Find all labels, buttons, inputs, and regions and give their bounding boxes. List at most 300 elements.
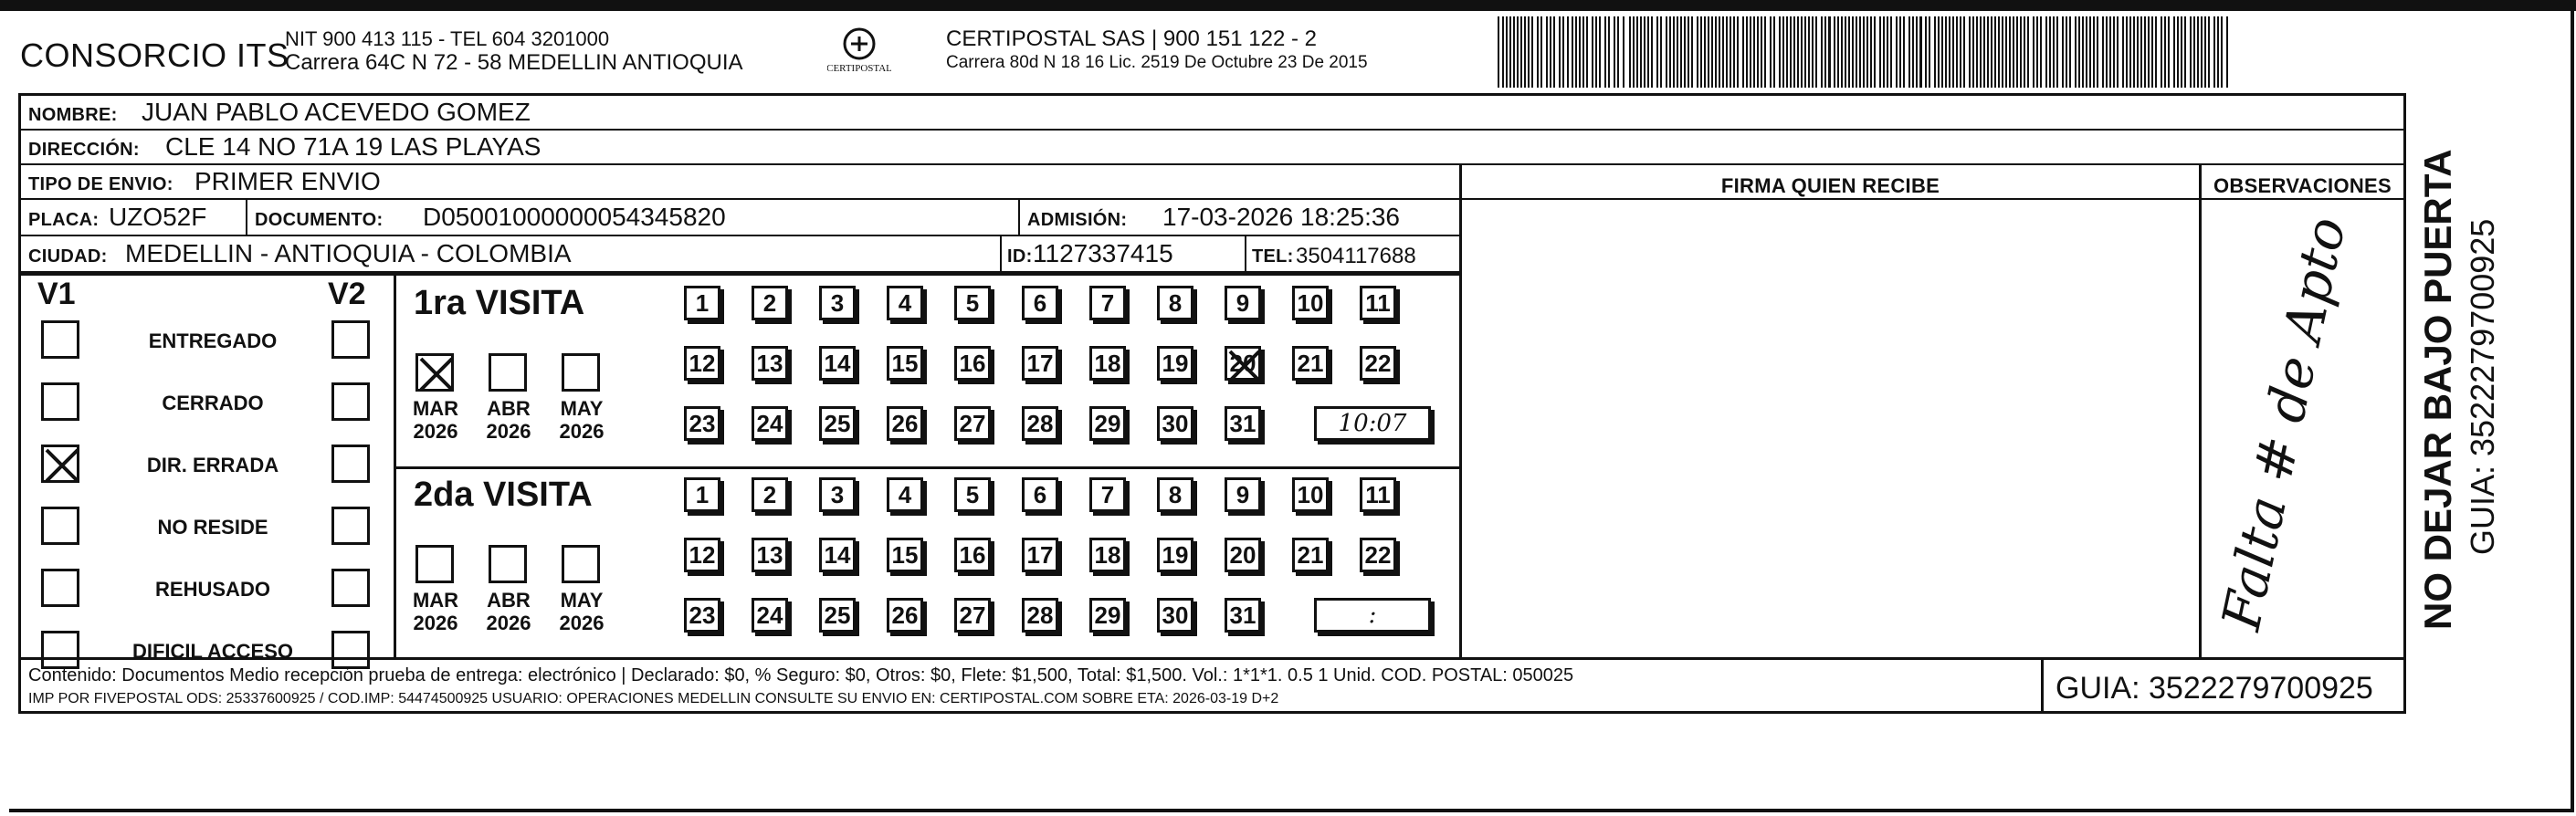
footer-guia: GUIA: 3522279700925 — [2056, 671, 2373, 706]
day-number: 2 — [762, 480, 777, 508]
barcode-bar — [1644, 16, 1645, 88]
direccion-value: CLE 14 NO 71A 19 LAS PLAYAS — [165, 132, 541, 161]
barcode-bar — [1586, 16, 1588, 88]
day-number: 25 — [824, 409, 851, 437]
barcode-bar — [1733, 16, 1735, 88]
day-cell[interactable] — [1089, 286, 1126, 320]
barcode-bar — [1761, 16, 1762, 88]
id-label: ID: — [1007, 246, 1033, 267]
barcode-bar — [1704, 16, 1706, 88]
barcode-bar — [1804, 16, 1806, 88]
barcode-bar — [1972, 16, 1974, 88]
barcode-bar — [1517, 16, 1519, 88]
barcode-bar — [2005, 16, 2007, 88]
day-number: 27 — [959, 409, 986, 437]
logo-text: CERTIPOSTAL — [827, 63, 891, 74]
admision-value: 17-03-2026 18:25:36 — [1162, 203, 1400, 231]
v1-checkbox-1[interactable] — [41, 320, 79, 359]
delivery-form — [18, 93, 2406, 714]
day-number: 4 — [898, 480, 912, 508]
day-cell[interactable] — [819, 346, 856, 381]
day-number: 27 — [959, 601, 986, 629]
tipo-value: PRIMER ENVIO — [195, 167, 381, 195]
barcode-bar — [1640, 16, 1642, 88]
barcode-bar — [1903, 16, 1905, 88]
day-cell[interactable] — [1360, 346, 1396, 381]
barcode-bar — [2036, 16, 2038, 88]
barcode-bar — [1750, 16, 1751, 88]
barcode-bar — [1912, 16, 1914, 88]
day-number: 19 — [1162, 540, 1189, 569]
barcode-bar — [1786, 16, 1788, 88]
barcode-bar — [2066, 16, 2067, 88]
day-number: 8 — [1168, 480, 1183, 508]
tel-label: TEL: — [1252, 246, 1294, 267]
day-cell[interactable] — [752, 286, 788, 320]
v2-label: V2 — [328, 277, 366, 311]
day-cell[interactable] — [1022, 286, 1058, 320]
barcode-bar — [2016, 16, 2018, 88]
day-number: 30 — [1162, 409, 1189, 437]
barcode-bar — [1976, 16, 1978, 88]
day-cell[interactable] — [1225, 406, 1261, 441]
documento-label: DOCUMENTO: — [255, 210, 384, 230]
v1-label: V1 — [37, 277, 76, 311]
day-cell[interactable] — [1157, 477, 1193, 512]
tipo-label: TIPO DE ENVIO: — [28, 174, 173, 194]
month-label: MAY 2026 — [559, 397, 605, 443]
barcode-bar — [1540, 16, 1542, 88]
day-number: 30 — [1162, 601, 1189, 629]
barcode-bar — [1945, 16, 1947, 88]
barcode-bar — [2161, 16, 2162, 88]
day-cell[interactable] — [1089, 406, 1126, 441]
barcode-bar — [1575, 16, 1577, 88]
day-cell[interactable] — [887, 477, 923, 512]
barcode-bar — [2204, 16, 2206, 88]
barcode-bar — [1524, 16, 1526, 88]
day-cell[interactable] — [684, 477, 720, 512]
barcode-bar — [1617, 16, 1619, 88]
barcode-bar — [1711, 16, 1713, 88]
firma-label: FIRMA QUIEN RECIBE — [1720, 174, 1940, 197]
day-number: 17 — [1026, 540, 1054, 569]
barcode-bar — [2177, 16, 2179, 88]
day-cell[interactable] — [954, 598, 991, 633]
day-cell[interactable] — [954, 286, 991, 320]
barcode-bar — [1983, 16, 1985, 88]
observaciones-note: Falta # de Apto — [2209, 212, 2359, 636]
day-cell[interactable] — [1292, 538, 1329, 572]
v1-checkbox-4[interactable] — [41, 507, 79, 545]
month-checkbox[interactable] — [415, 545, 454, 583]
barcode-bar — [1960, 16, 1961, 88]
day-cell[interactable] — [819, 538, 856, 572]
barcode-bar — [1969, 16, 1971, 88]
time-field[interactable]: : — [1314, 598, 1431, 633]
day-cell[interactable] — [1360, 477, 1396, 512]
row-nombre — [21, 96, 2403, 131]
barcode-bar — [1737, 16, 1739, 88]
v2-checkbox-1[interactable] — [331, 320, 370, 359]
day-cell[interactable] — [1225, 538, 1261, 572]
day-number: 29 — [1094, 409, 1121, 437]
day-cell[interactable] — [684, 286, 720, 320]
day-cell[interactable] — [1225, 346, 1261, 381]
barcode-bar — [2013, 16, 2014, 88]
day-cell[interactable] — [1225, 477, 1261, 512]
month-checkbox[interactable] — [415, 353, 454, 392]
ciudad-value: MEDELLIN - ANTIOQUIA - COLOMBIA — [125, 239, 572, 267]
barcode-bar — [1980, 16, 1982, 88]
day-cell[interactable] — [752, 406, 788, 441]
day-number: 13 — [756, 540, 783, 569]
barcode-bar — [1531, 16, 1533, 88]
row-ciudad — [21, 236, 1459, 273]
barcode-bar — [2164, 16, 2166, 88]
barcode-bar — [1998, 16, 2000, 88]
day-cell[interactable] — [887, 406, 923, 441]
barcode-bar — [1688, 16, 1689, 88]
barcode-bar — [1567, 16, 1569, 88]
day-cell[interactable] — [684, 538, 720, 572]
day-cell[interactable] — [1292, 286, 1329, 320]
barcode-bar — [1708, 16, 1709, 88]
time-field[interactable]: 10:07 — [1314, 406, 1431, 441]
day-cell[interactable] — [1089, 598, 1126, 633]
barcode-bar — [1797, 16, 1799, 88]
day-number: 24 — [756, 601, 783, 629]
barcode-bar — [1629, 16, 1631, 88]
month-checkbox[interactable] — [562, 353, 600, 392]
day-number: 22 — [1364, 349, 1392, 377]
barcode-bar — [2002, 16, 2003, 88]
barcode-bar — [1614, 16, 1615, 88]
barcode-bar — [2102, 16, 2104, 88]
visit1-title: 1ra VISITA — [414, 284, 585, 322]
day-cell[interactable] — [1089, 538, 1126, 572]
status-label: NO RESIDE — [157, 516, 268, 539]
top-border — [0, 0, 2576, 11]
barcode-bar — [1697, 16, 1698, 88]
day-cell[interactable] — [954, 406, 991, 441]
barcode-bar — [1879, 16, 1881, 88]
barcode-bar — [1608, 16, 1610, 88]
barcode-bar — [1929, 16, 1930, 88]
barcode-bar — [1726, 16, 1728, 88]
v1-checkbox-5[interactable] — [41, 569, 79, 607]
barcode-bar — [2040, 16, 2042, 88]
day-number: 11 — [1365, 480, 1391, 508]
day-number: 5 — [965, 480, 980, 508]
day-cell[interactable] — [954, 477, 991, 512]
admision-label: ADMISIÓN: — [1027, 210, 1128, 230]
barcode-bar — [1715, 16, 1717, 88]
day-cell[interactable] — [1089, 346, 1126, 381]
barcode-bar — [1506, 16, 1508, 88]
month-checkbox[interactable] — [489, 353, 527, 392]
month-label: ABR 2026 — [486, 589, 531, 634]
status-label: CERRADO — [162, 392, 264, 414]
barcode-bar — [1673, 16, 1675, 88]
v2-checkbox-3[interactable] — [331, 445, 370, 483]
day-cell[interactable] — [1157, 538, 1193, 572]
side-warning — [2416, 149, 2460, 630]
day-number: 28 — [1026, 409, 1054, 437]
barcode-bar — [2113, 16, 2115, 88]
day-number: 5 — [965, 288, 980, 317]
certipostal-logo — [827, 24, 891, 88]
barcode-bar — [1498, 16, 1499, 88]
barcode-bar — [2155, 16, 2157, 88]
barcode-bar — [1887, 16, 1888, 88]
v1-checkbox-2[interactable] — [41, 382, 79, 421]
nombre-label: NOMBRE: — [28, 105, 118, 125]
barcode-bar — [1651, 16, 1653, 88]
barcode-bar — [1987, 16, 1989, 88]
v1-checkbox-3[interactable] — [41, 445, 79, 483]
day-cell[interactable] — [1157, 346, 1193, 381]
barcode-bar — [1656, 16, 1658, 88]
barcode-bar — [1572, 16, 1573, 88]
day-cell[interactable] — [1360, 538, 1396, 572]
day-number: 9 — [1235, 288, 1250, 317]
barcode-bar — [2151, 16, 2153, 88]
barcode-bar — [1956, 16, 1958, 88]
company-line1: NIT 900 413 115 - TEL 604 3201000 — [285, 27, 610, 50]
day-cell[interactable] — [684, 406, 720, 441]
day-cell[interactable] — [1292, 346, 1329, 381]
barcode-bar — [1680, 16, 1682, 88]
barcode-bar — [2221, 16, 2223, 88]
barcode-bar — [1859, 16, 1861, 88]
row-direccion — [21, 131, 2403, 165]
day-cell[interactable] — [752, 598, 788, 633]
month-label: MAY 2026 — [559, 589, 605, 634]
barcode-bar — [1856, 16, 1857, 88]
day-number: 9 — [1235, 480, 1250, 508]
status-label: ENTREGADO — [148, 330, 278, 352]
day-cell[interactable] — [819, 598, 856, 633]
day-number: 26 — [891, 601, 919, 629]
barcode-bar — [1753, 16, 1755, 88]
barcode-bar — [2173, 16, 2175, 88]
footer-line1: Contenido: Documentos Medio recepción prueba de entrega: electrónico | Declarado: $0, % Seguro: $0, Otros: $0, Flete: $1,500, Total: $1,500. Vol.: 1*1*1. 0.5 1 Unid. COD. POSTAL: 050025 — [28, 665, 1574, 685]
day-number: 1 — [695, 480, 710, 508]
barcode-bar — [1779, 16, 1781, 88]
barcode-bar — [2148, 16, 2150, 88]
barcode-bar — [1770, 16, 1772, 88]
day-cell[interactable] — [1022, 477, 1058, 512]
barcode-bar — [1546, 16, 1548, 88]
side-line1: NO DEJAR BAJO PUERTA — [2416, 149, 2459, 630]
barcode-bar — [2078, 16, 2080, 88]
visit2-title: 2da VISITA — [414, 476, 593, 514]
barcode-bar — [2201, 16, 2203, 88]
barcode-bar — [1582, 16, 1584, 88]
right-border — [2571, 0, 2574, 812]
day-number: 28 — [1026, 601, 1054, 629]
day-number: 23 — [689, 409, 716, 437]
tel-value: 3504117688 — [1296, 244, 1416, 268]
barcode-bar — [1633, 16, 1635, 88]
day-cell[interactable] — [1089, 477, 1126, 512]
barcode-bar — [1520, 16, 1522, 88]
day-cell[interactable] — [887, 538, 923, 572]
v2-checkbox-2[interactable] — [331, 382, 370, 421]
barcode-bar — [2109, 16, 2111, 88]
day-cell[interactable] — [752, 346, 788, 381]
barcode-bar — [2097, 16, 2098, 88]
barcode-bar — [1647, 16, 1649, 88]
barcode-bar — [1722, 16, 1724, 88]
barcode-bar — [1730, 16, 1731, 88]
company-info — [285, 27, 743, 75]
day-cell[interactable] — [819, 477, 856, 512]
day-number: 17 — [1026, 349, 1054, 377]
barcode-bar — [2129, 16, 2131, 88]
day-number: 24 — [756, 409, 783, 437]
status-label: REHUSADO — [155, 578, 270, 601]
day-cell[interactable] — [1022, 406, 1058, 441]
day-cell[interactable] — [684, 346, 720, 381]
barcode-bar — [2049, 16, 2051, 88]
day-cell[interactable] — [1225, 286, 1261, 320]
documento-value: D05001000000054345820 — [423, 203, 726, 231]
barcode-bar — [1513, 16, 1515, 88]
barcode-bar — [1896, 16, 1898, 88]
v1-checkbox-6[interactable] — [41, 631, 79, 669]
v2-checkbox-6[interactable] — [331, 631, 370, 669]
barcode-bar — [1870, 16, 1872, 88]
day-number: 7 — [1100, 480, 1115, 508]
barcode-bar — [2126, 16, 2128, 88]
day-cell[interactable] — [1022, 598, 1058, 633]
barcode-bar — [1719, 16, 1720, 88]
barcode-bar — [1852, 16, 1854, 88]
day-number: 12 — [689, 349, 716, 377]
side-guia — [2464, 219, 2502, 555]
day-number: 20 — [1229, 349, 1256, 377]
barcode-bar — [1874, 16, 1876, 88]
courier-line1: CERTIPOSTAL SAS | 900 151 122 - 2 — [946, 26, 1317, 51]
observaciones-handwriting — [2202, 201, 2403, 657]
day-cell[interactable] — [954, 346, 991, 381]
day-cell[interactable] — [752, 538, 788, 572]
barcode-bar — [2137, 16, 2139, 88]
barcode-bar — [1952, 16, 1954, 88]
day-cell[interactable] — [1292, 477, 1329, 512]
barcode-bar — [2184, 16, 2186, 88]
day-cell[interactable] — [1157, 286, 1193, 320]
row-placa — [21, 200, 1459, 236]
day-number: 15 — [891, 540, 919, 569]
day-number: 22 — [1364, 540, 1392, 569]
day-cell[interactable] — [1157, 406, 1193, 441]
day-cell[interactable] — [819, 406, 856, 441]
status-label: DIR. ERRADA — [146, 454, 279, 476]
day-cell[interactable] — [1022, 346, 1058, 381]
barcode-bar — [2208, 16, 2210, 88]
day-number: 29 — [1094, 601, 1121, 629]
barcode-bar — [2082, 16, 2084, 88]
row-tipo — [21, 165, 1459, 200]
day-cell[interactable] — [1360, 286, 1396, 320]
barcode-bar — [1899, 16, 1901, 88]
barcode-bar — [2027, 16, 2029, 88]
barcode-bar — [1808, 16, 1810, 88]
day-number: 3 — [830, 480, 845, 508]
barcode-bar — [2226, 16, 2228, 88]
barcode-bar — [1834, 16, 1835, 88]
month-checkbox[interactable] — [489, 545, 527, 583]
barcode-bar — [1677, 16, 1678, 88]
day-number: 16 — [959, 540, 986, 569]
barcode-bar — [2133, 16, 2135, 88]
day-number: 7 — [1100, 288, 1115, 317]
day-number: 20 — [1229, 540, 1256, 569]
barcode-bar — [1919, 16, 1922, 88]
day-cell[interactable] — [887, 598, 923, 633]
day-number: 8 — [1168, 288, 1183, 317]
barcode-bar — [2056, 16, 2058, 88]
day-cell[interactable] — [752, 477, 788, 512]
barcode-bar — [2086, 16, 2087, 88]
company-name: CONSORCIO ITS — [20, 37, 289, 74]
v2-checkbox-5[interactable] — [331, 569, 370, 607]
v2-checkbox-4[interactable] — [331, 507, 370, 545]
day-cell[interactable] — [954, 538, 991, 572]
day-number: 11 — [1365, 288, 1391, 317]
barcode-bar — [1764, 16, 1766, 88]
day-cell[interactable] — [887, 286, 923, 320]
day-number: 2 — [762, 288, 777, 317]
barcode-bar — [2144, 16, 2146, 88]
barcode-bar — [1801, 16, 1803, 88]
barcode-bar — [2045, 16, 2047, 88]
barcode-bar — [1623, 16, 1624, 88]
barcode-bar — [1916, 16, 1918, 88]
barcode-bar — [1883, 16, 1885, 88]
barcode-bar — [2213, 16, 2215, 88]
day-number: 10 — [1297, 480, 1324, 508]
barcode-bar — [1742, 16, 1744, 88]
barcode-bar — [1863, 16, 1865, 88]
barcode-bar — [1890, 16, 1892, 88]
check-mark-icon — [1225, 346, 1265, 386]
day-cell[interactable] — [887, 346, 923, 381]
month-checkbox[interactable] — [562, 545, 600, 583]
direccion-label: DIRECCIÓN: — [28, 140, 140, 160]
day-cell[interactable] — [1225, 598, 1261, 633]
side-line2: GUIA: 3522279700925 — [2464, 218, 2501, 555]
bottom-border — [9, 809, 2571, 812]
barcode-bar — [1509, 16, 1511, 88]
day-cell[interactable] — [1022, 538, 1058, 572]
day-cell[interactable] — [819, 286, 856, 320]
day-number: 3 — [830, 288, 845, 317]
courier-info — [946, 27, 1368, 75]
placa-label: PLACA: — [28, 210, 100, 230]
day-number: 13 — [756, 349, 783, 377]
barcode-bar — [2140, 16, 2142, 88]
ciudad-label: CIUDAD: — [28, 246, 108, 267]
divider-firma — [1459, 165, 1462, 660]
day-cell[interactable] — [1157, 598, 1193, 633]
barcode-bar — [1660, 16, 1662, 88]
barcode-bar — [1537, 16, 1539, 88]
day-cell[interactable] — [684, 598, 720, 633]
